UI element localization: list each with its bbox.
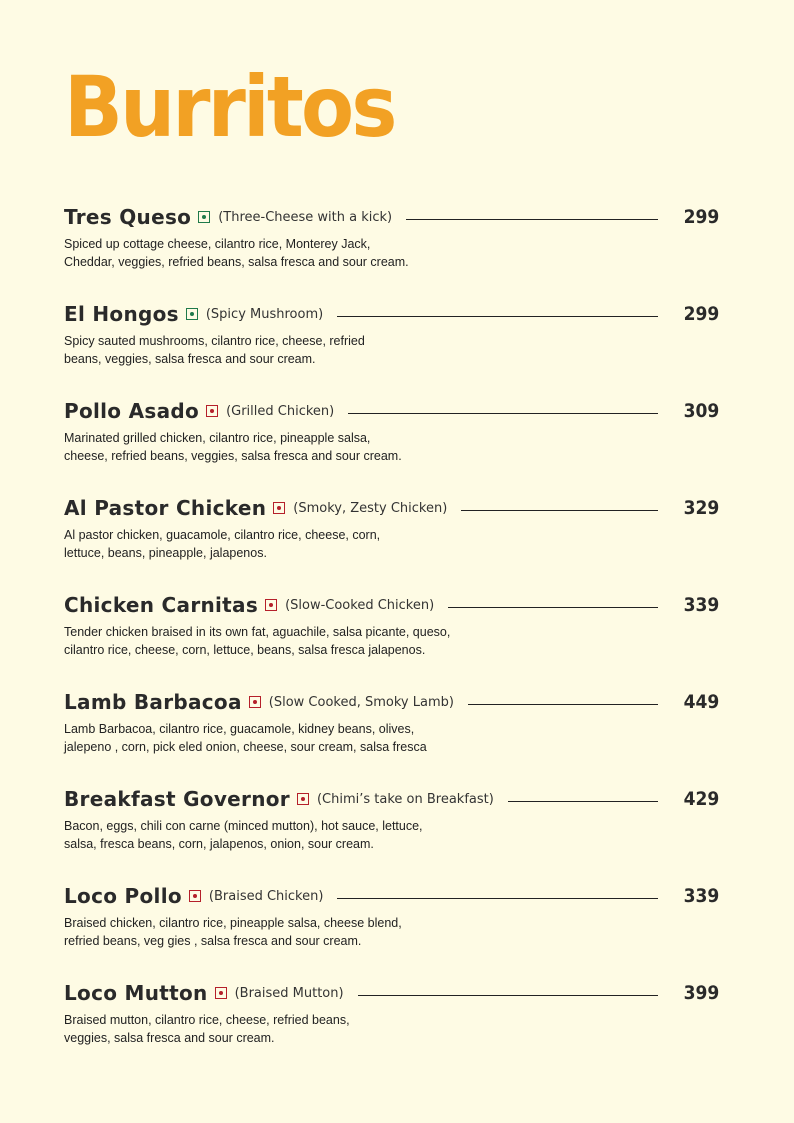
item-price: 309 bbox=[683, 400, 720, 422]
item-subtitle: (Braised Mutton) bbox=[234, 985, 344, 1001]
diet-indicator-icon bbox=[273, 502, 285, 514]
description-line-2: refried beans, veg gies , salsa fresca and sour cream. bbox=[64, 934, 362, 948]
diet-indicator-icon bbox=[249, 696, 261, 708]
item-description bbox=[64, 914, 484, 950]
description-line-1: Al pastor chicken, guacamole, cilantro rice, cheese, corn, bbox=[64, 528, 381, 542]
description-line-2: lettuce, beans, pineapple, jalapenos. bbox=[64, 546, 267, 560]
description-line-2: cilantro rice, cheese, corn, lettuce, beans, salsa fresca jalapenos. bbox=[64, 643, 426, 657]
item-subtitle: (Smoky, Zesty Chicken) bbox=[293, 500, 448, 516]
description-line-2: jalepeno , corn, pick eled onion, cheese, sour cream, salsa fresca bbox=[64, 740, 427, 754]
item-description bbox=[64, 623, 484, 659]
description-line-1: Braised mutton, cilantro rice, cheese, refried beans, bbox=[64, 1013, 350, 1027]
description-line-1: Marinated grilled chicken, cilantro rice, pineapple salsa, bbox=[64, 431, 371, 445]
menu-item bbox=[64, 591, 720, 688]
item-price: 449 bbox=[683, 691, 720, 713]
diet-indicator-icon bbox=[297, 793, 309, 805]
item-subtitle: (Grilled Chicken) bbox=[226, 403, 335, 419]
item-description bbox=[64, 817, 484, 853]
item-description bbox=[64, 720, 484, 756]
item-name: Loco Mutton bbox=[64, 981, 208, 1005]
item-subtitle: (Slow-Cooked Chicken) bbox=[285, 597, 435, 613]
description-line-1: Tender chicken braised in its own fat, aguachile, salsa picante, queso, bbox=[64, 625, 451, 639]
item-price: 399 bbox=[683, 982, 720, 1004]
menu-item bbox=[64, 494, 720, 591]
page-title: Burritos bbox=[64, 58, 395, 156]
leader-line bbox=[348, 413, 658, 414]
item-name: Loco Pollo bbox=[64, 884, 182, 908]
item-price: 429 bbox=[683, 788, 720, 810]
item-description bbox=[64, 1011, 484, 1047]
diet-indicator-icon bbox=[215, 987, 227, 999]
item-name: El Hongos bbox=[64, 302, 179, 326]
diet-indicator-icon bbox=[186, 308, 198, 320]
leader-line bbox=[448, 607, 658, 608]
menu-list bbox=[64, 203, 720, 1076]
item-price: 329 bbox=[683, 497, 720, 519]
item-name: Lamb Barbacoa bbox=[64, 690, 242, 714]
diet-indicator-icon bbox=[189, 890, 201, 902]
description-line-1: Spicy sauted mushrooms, cilantro rice, cheese, refried bbox=[64, 334, 365, 348]
description-line-2: Cheddar, veggies, refried beans, salsa fresca and sour cream. bbox=[64, 255, 409, 269]
menu-item bbox=[64, 979, 720, 1076]
leader-line bbox=[461, 510, 658, 511]
leader-line bbox=[337, 898, 658, 899]
diet-indicator-icon bbox=[265, 599, 277, 611]
item-description bbox=[64, 235, 484, 271]
leader-line bbox=[406, 219, 658, 220]
description-line-1: Bacon, eggs, chili con carne (minced mutton), hot sauce, lettuce, bbox=[64, 819, 423, 833]
menu-item bbox=[64, 688, 720, 785]
item-description bbox=[64, 332, 484, 368]
item-name: Pollo Asado bbox=[64, 399, 200, 423]
item-name: Tres Queso bbox=[64, 205, 192, 229]
description-line-1: Braised chicken, cilantro rice, pineapple salsa, cheese blend, bbox=[64, 916, 402, 930]
description-line-2: beans, veggies, salsa fresca and sour cream. bbox=[64, 352, 316, 366]
description-line-2: cheese, refried beans, veggies, salsa fresca and sour cream. bbox=[64, 449, 402, 463]
leader-line bbox=[337, 316, 658, 317]
item-subtitle: (Spicy Mushroom) bbox=[205, 306, 324, 322]
item-price: 299 bbox=[683, 206, 720, 228]
item-subtitle: (Three-Cheese with a kick) bbox=[218, 209, 393, 225]
diet-indicator-icon bbox=[206, 405, 218, 417]
menu-item bbox=[64, 785, 720, 882]
item-description bbox=[64, 429, 484, 465]
item-name: Al Pastor Chicken bbox=[64, 496, 267, 520]
item-name: Chicken Carnitas bbox=[64, 593, 259, 617]
description-line-2: salsa, fresca beans, corn, jalapenos, onion, sour cream. bbox=[64, 837, 374, 851]
item-subtitle: (Chimi’s take on Breakfast) bbox=[316, 791, 494, 807]
menu-item bbox=[64, 300, 720, 397]
menu-item bbox=[64, 397, 720, 494]
leader-line bbox=[358, 995, 658, 996]
item-price: 299 bbox=[683, 303, 720, 325]
leader-line bbox=[508, 801, 658, 802]
item-name: Breakfast Governor bbox=[64, 787, 290, 811]
description-line-1: Spiced up cottage cheese, cilantro rice, Monterey Jack, bbox=[64, 237, 371, 251]
leader-line bbox=[468, 704, 658, 705]
item-subtitle: (Braised Chicken) bbox=[208, 888, 324, 904]
item-subtitle: (Slow Cooked, Smoky Lamb) bbox=[268, 694, 454, 710]
description-line-2: veggies, salsa fresca and sour cream. bbox=[64, 1031, 275, 1045]
item-price: 339 bbox=[683, 885, 720, 907]
menu-item bbox=[64, 882, 720, 979]
description-line-1: Lamb Barbacoa, cilantro rice, guacamole, kidney beans, olives, bbox=[64, 722, 415, 736]
item-description bbox=[64, 526, 484, 562]
diet-indicator-icon bbox=[198, 211, 210, 223]
item-price: 339 bbox=[683, 594, 720, 616]
menu-item bbox=[64, 203, 720, 300]
